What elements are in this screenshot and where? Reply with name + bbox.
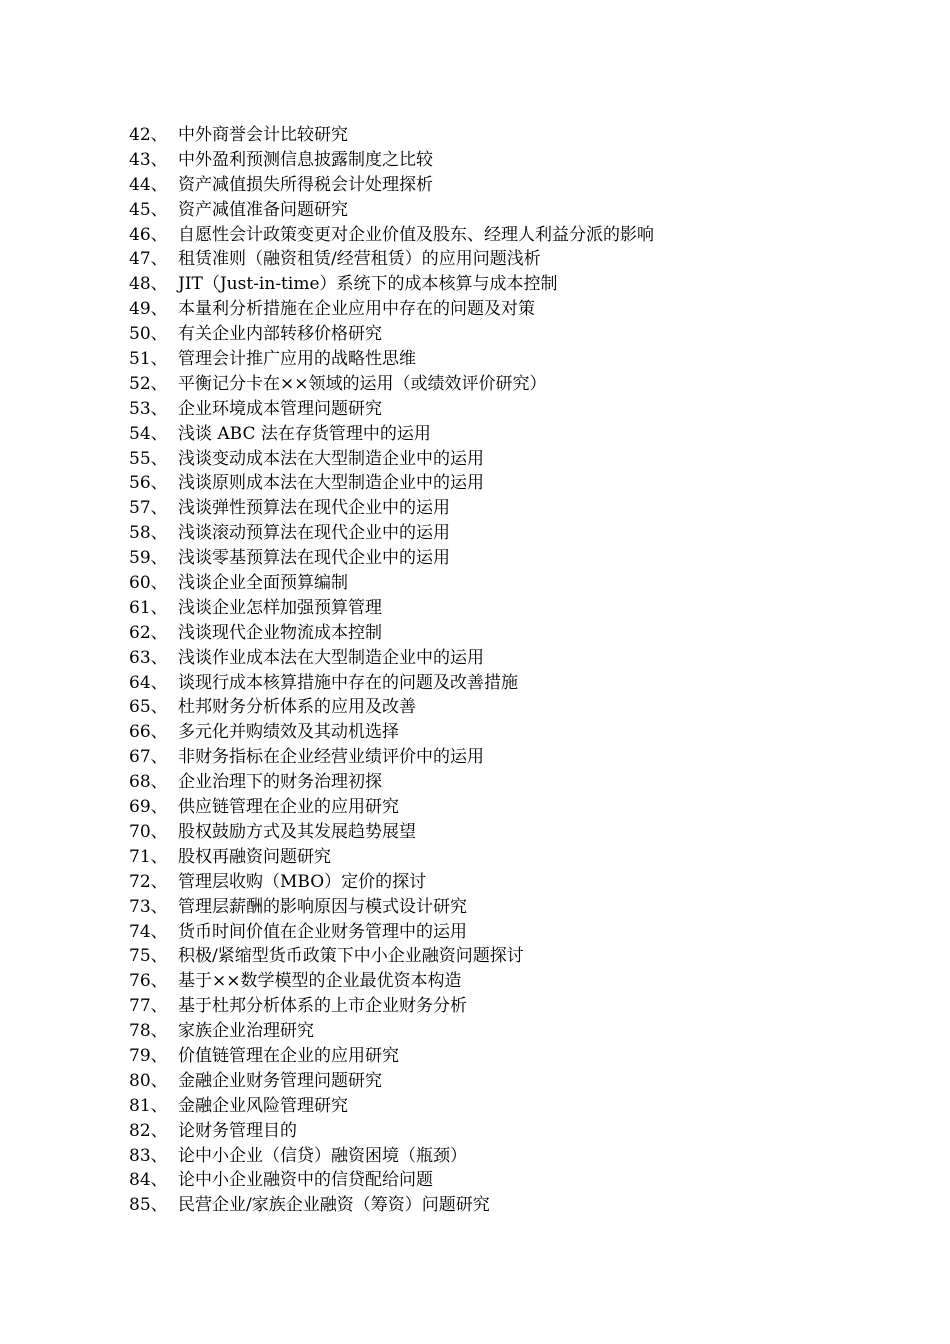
item-title: 资产减值准备问题研究 [178, 199, 348, 220]
item-number: 71、 [129, 846, 168, 867]
item-number: 67、 [129, 747, 168, 768]
list-item [129, 1119, 654, 1144]
item-number: 80、 [129, 1070, 168, 1091]
item-number: 51、 [129, 349, 168, 370]
item-number: 84、 [129, 1170, 168, 1191]
item-number: 52、 [129, 373, 168, 394]
item-title: 金融企业风险管理研究 [178, 1095, 348, 1116]
list-item [129, 297, 654, 322]
item-number: 74、 [129, 921, 168, 942]
list-item [129, 621, 654, 646]
item-title: 企业治理下的财务治理初探 [178, 772, 382, 793]
item-number: 66、 [129, 722, 168, 743]
item-title: 浅谈原则成本法在大型制造企业中的运用 [178, 473, 484, 494]
list-item [129, 521, 654, 546]
item-number: 65、 [129, 697, 168, 718]
item-title: 管理会计推广应用的战略性思维 [178, 349, 416, 370]
item-title: 浅谈弹性预算法在现代企业中的运用 [178, 498, 450, 519]
item-title: 浅谈滚动预算法在现代企业中的运用 [178, 523, 450, 544]
item-title: 基于杜邦分析体系的上市企业财务分析 [178, 996, 467, 1017]
item-number: 82、 [129, 1120, 168, 1141]
list-item [129, 745, 654, 770]
list-item [129, 795, 654, 820]
item-title: 基于××数学模型的企业最优资本构造 [178, 971, 462, 992]
item-number: 62、 [129, 622, 168, 643]
list-item [129, 546, 654, 571]
item-number: 58、 [129, 523, 168, 544]
item-number: 45、 [129, 199, 168, 220]
list-item [129, 148, 654, 173]
list-item [129, 944, 654, 969]
item-title: 浅谈企业怎样加强预算管理 [178, 597, 382, 618]
list-item [129, 994, 654, 1019]
list-item [129, 969, 654, 994]
item-title: 资产减值损失所得税会计处理探析 [178, 174, 433, 195]
item-number: 69、 [129, 797, 168, 818]
item-title: 供应链管理在企业的应用研究 [178, 797, 399, 818]
list-item [129, 1144, 654, 1169]
item-number: 56、 [129, 473, 168, 494]
list-item [129, 447, 654, 472]
list-item [129, 695, 654, 720]
item-title: 非财务指标在企业经营业绩评价中的运用 [178, 747, 484, 768]
list-item [129, 820, 654, 845]
item-number: 70、 [129, 821, 168, 842]
item-number: 61、 [129, 597, 168, 618]
item-title: 浅谈企业全面预算编制 [178, 573, 348, 594]
item-title: 浅谈 ABC 法在存货管理中的运用 [178, 423, 431, 444]
item-title: 谈现行成本核算措施中存在的问题及改善措施 [178, 672, 518, 693]
item-number: 72、 [129, 871, 168, 892]
list-item [129, 1094, 654, 1119]
list-item [129, 1069, 654, 1094]
item-number: 57、 [129, 498, 168, 519]
item-number: 59、 [129, 548, 168, 569]
list-item [129, 671, 654, 696]
item-number: 48、 [129, 274, 168, 295]
list-item [129, 1044, 654, 1069]
item-title: 浅谈作业成本法在大型制造企业中的运用 [178, 647, 484, 668]
item-number: 79、 [129, 1045, 168, 1066]
item-title: 多元化并购绩效及其动机选择 [178, 722, 399, 743]
topic-list [129, 123, 654, 1218]
item-number: 75、 [129, 946, 168, 967]
list-item [129, 372, 654, 397]
item-number: 46、 [129, 224, 168, 245]
item-title: 中外盈利预测信息披露制度之比较 [178, 149, 433, 170]
list-item [129, 1193, 654, 1218]
item-title: 杜邦财务分析体系的应用及改善 [178, 697, 416, 718]
list-item [129, 571, 654, 596]
item-title: 民营企业/家族企业融资（筹资）问题研究 [178, 1195, 490, 1216]
item-title: 论财务管理目的 [178, 1120, 297, 1141]
list-item [129, 198, 654, 223]
item-title: 股权再融资问题研究 [178, 846, 331, 867]
item-title: 本量利分析措施在企业应用中存在的问题及对策 [178, 299, 535, 320]
item-title: 货币时间价值在企业财务管理中的运用 [178, 921, 467, 942]
list-item [129, 895, 654, 920]
item-number: 55、 [129, 448, 168, 469]
item-number: 63、 [129, 647, 168, 668]
item-number: 49、 [129, 299, 168, 320]
item-number: 50、 [129, 324, 168, 345]
item-number: 85、 [129, 1195, 168, 1216]
list-item [129, 223, 654, 248]
list-item [129, 496, 654, 521]
item-number: 83、 [129, 1145, 168, 1166]
item-number: 42、 [129, 125, 168, 145]
item-title: 浅谈现代企业物流成本控制 [178, 622, 382, 643]
item-title: 管理层薪酬的影响原因与模式设计研究 [178, 896, 467, 917]
item-number: 77、 [129, 996, 168, 1017]
item-number: 54、 [129, 423, 168, 444]
item-title: JIT（Just-in-time）系统下的成本核算与成本控制 [178, 274, 558, 295]
list-item [129, 596, 654, 621]
list-item [129, 646, 654, 671]
item-number: 53、 [129, 398, 168, 419]
item-number: 64、 [129, 672, 168, 693]
list-item [129, 1168, 654, 1193]
list-item [129, 123, 654, 148]
list-item [129, 247, 654, 272]
item-title: 论中小企业融资中的信贷配给问题 [178, 1170, 433, 1191]
list-item [129, 471, 654, 496]
item-title: 浅谈变动成本法在大型制造企业中的运用 [178, 448, 484, 469]
item-title: 企业环境成本管理问题研究 [178, 398, 382, 419]
list-item [129, 272, 654, 297]
item-title: 论中小企业（信贷）融资困境（瓶颈） [178, 1145, 467, 1166]
item-title: 价值链管理在企业的应用研究 [178, 1045, 399, 1066]
list-item [129, 870, 654, 895]
item-number: 44、 [129, 174, 168, 195]
list-item [129, 397, 654, 422]
item-title: 平衡记分卡在××领域的运用（或绩效评价研究） [178, 373, 547, 394]
list-item [129, 770, 654, 795]
list-item [129, 173, 654, 198]
item-title: 中外商誉会计比较研究 [178, 125, 348, 145]
list-item [129, 322, 654, 347]
item-title: 积极/紧缩型货币政策下中小企业融资问题探讨 [178, 946, 524, 967]
item-number: 76、 [129, 971, 168, 992]
list-item [129, 347, 654, 372]
item-number: 81、 [129, 1095, 168, 1116]
list-item [129, 1019, 654, 1044]
item-number: 73、 [129, 896, 168, 917]
item-title: 金融企业财务管理问题研究 [178, 1070, 382, 1091]
list-item [129, 422, 654, 447]
list-item [129, 845, 654, 870]
item-number: 60、 [129, 573, 168, 594]
item-number: 68、 [129, 772, 168, 793]
item-title: 股权鼓励方式及其发展趋势展望 [178, 821, 416, 842]
item-title: 管理层收购（MBO）定价的探讨 [178, 871, 427, 892]
item-number: 47、 [129, 249, 168, 270]
item-title: 浅谈零基预算法在现代企业中的运用 [178, 548, 450, 569]
item-title: 租赁准则（融资租赁/经营租赁）的应用问题浅析 [178, 249, 541, 270]
list-item [129, 920, 654, 945]
item-title: 自愿性会计政策变更对企业价值及股东、经理人利益分派的影响 [178, 224, 654, 245]
item-number: 78、 [129, 1021, 168, 1042]
item-title: 家族企业治理研究 [178, 1021, 314, 1042]
item-number: 43、 [129, 149, 168, 170]
list-item [129, 720, 654, 745]
item-title: 有关企业内部转移价格研究 [178, 324, 382, 345]
